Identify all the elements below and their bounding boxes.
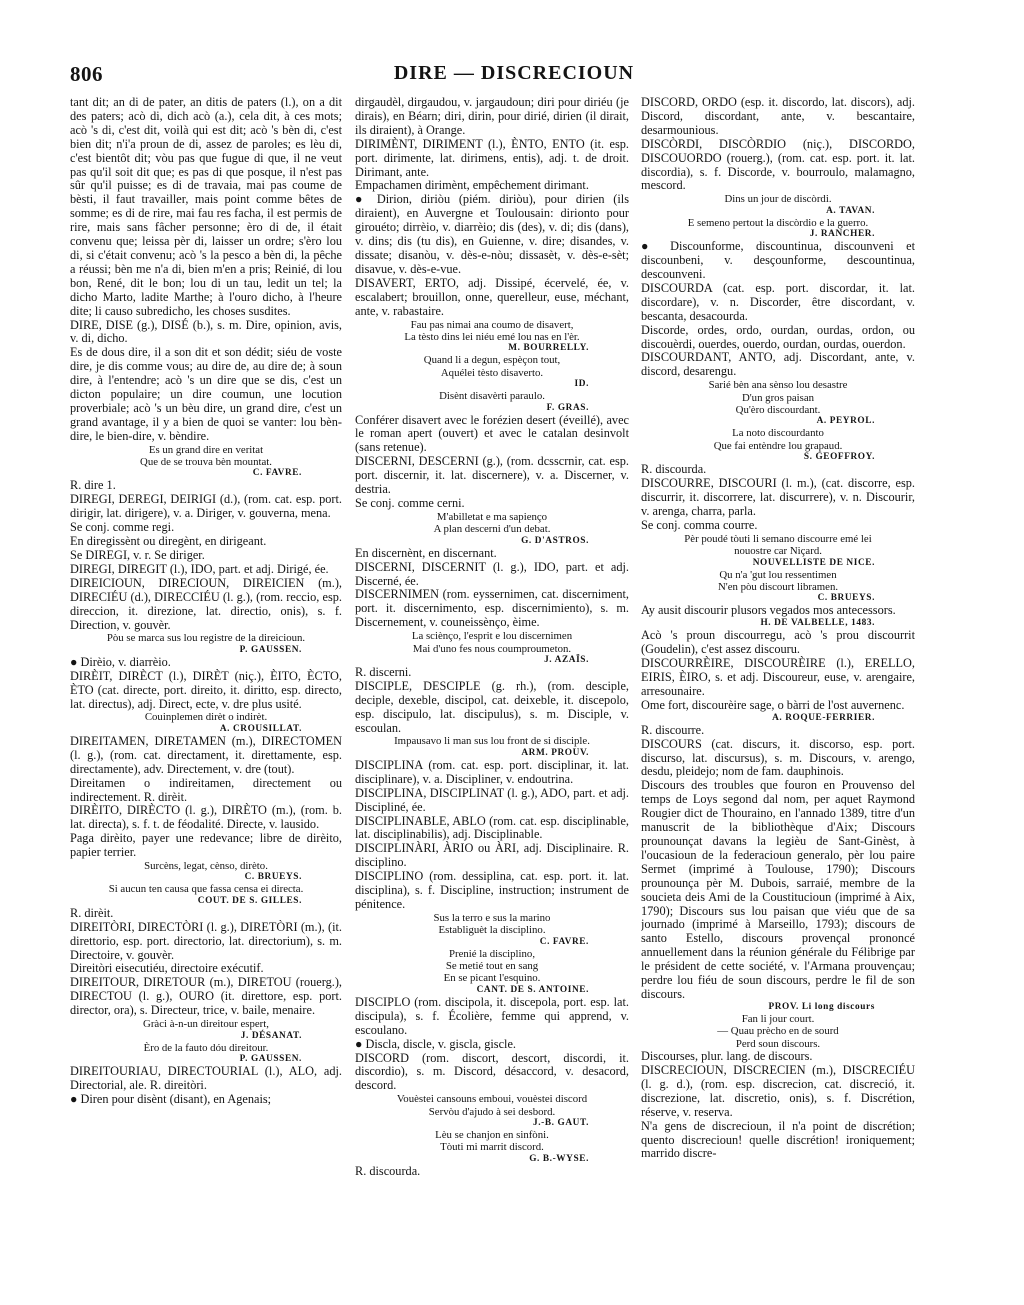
entry-paragraph: DISCIPLINABLE, ABLO (rom. cat. esp. disciplinable, lat. disciplinabilis), adj. Disciplinable. xyxy=(355,813,629,842)
verse-quote: Si aucun ten causa que fassa censa ei directa. xyxy=(108,883,304,896)
dictionary-column-2 xyxy=(355,96,629,1291)
quote-attribution: P. GAUSSEN. xyxy=(239,1053,302,1064)
verse-quote: La noto discourdanto xyxy=(732,427,824,440)
quote-attribution: A. TAVAN. xyxy=(826,205,875,216)
entry-paragraph: DISCOURRE, DISCOURI (l. m.), (cat. discorre, esp. discurrir, it. discorrere, lat. discurrere), v. n. Discourir, v. arenga, charra, parla. xyxy=(641,476,915,518)
entry-paragraph: R. discourda. xyxy=(355,1163,421,1178)
verse-quote: Sus la terro e sus la marino xyxy=(433,911,551,924)
entry-paragraph: ● Dirion, diriòu (piém. diriòu), pour dirien (ils diraient), en Auvergne et Toulousain: dirionto pour girouéto; dirrèio, v. diarrèio; dis (des), v. di; dis (dans), v. dins; dis (tu dis), en Guienne, v. dire; disandes, v. dissate; disanòu, v. dès-e-nòu; dissasèt, v. dès-e-sèt; disavue, v. dès-e-vue. xyxy=(355,192,629,276)
entry-paragraph: ● Discla, discle, v. giscla, giscle. xyxy=(355,1036,516,1051)
quote-attribution: A. PEYROL. xyxy=(816,416,875,427)
entry-paragraph: DIRÈITO, DIRÈCTO (l. g.), DIRÈTO (m.), (rom. b. lat. directa), s. f. t. de féodalité. Directe, v. lausido. xyxy=(70,803,342,832)
verse-quote: Gràci à-n-un direitour espert, xyxy=(143,1018,269,1031)
entry-paragraph: DISCOURDA (cat. esp. port. discordar, it. lat. discordare), v. n. Discorder, être discordant, v. bescanta, desacourda. xyxy=(641,280,915,323)
entry-paragraph: DISCIPLINA, DISCIPLINAT (l. g.), ADO, part. et adj. Discipliné, ée. xyxy=(355,785,629,814)
entry-paragraph: Se conj. comma courre. xyxy=(641,517,758,532)
verse-quote: La sciènço, l'esprit e lou discernimen xyxy=(411,630,573,643)
verse-quote: En se picant l'esquino. xyxy=(443,972,541,985)
entry-paragraph: En diregissènt ou diregènt, en dirigeant. xyxy=(70,534,267,549)
quote-attribution: C. BRUEYS. xyxy=(244,872,302,883)
verse-quote: Quand li a degun, espèçon tout, xyxy=(423,354,561,367)
entry-paragraph: Acò 's proun discourregu, acò 's prou discourrit (Goudelin), c'est assez discouru. xyxy=(641,628,915,657)
verse-quote: Disènt disavèrti paraulo. xyxy=(439,390,545,403)
quote-attribution: COUT. DE S. GILLES. xyxy=(197,895,302,906)
quote-attribution: H. DE VALBELLE, 1483. xyxy=(760,618,875,629)
entry-paragraph: DISCERNI, DISCERNIT (l. g.), IDO, part. et adj. Discerné, ée. xyxy=(355,559,629,588)
verse-quote: Pòu se marca sus lou registre de la direicioun. xyxy=(106,632,306,645)
verse-quote: M'abilletat e ma sapienço xyxy=(436,510,548,523)
verse-quote: Impausavo li man sus lou front de si disciple. xyxy=(394,735,590,748)
entry-paragraph: DISCIPLINA (rom. cat. esp. port. disciplinar, it. lat. disciplinare), v. a. Discipliner, v. endoutrina. xyxy=(355,757,629,786)
verse-quote: E semeno pertout la discòrdio e la guerro. xyxy=(687,216,869,229)
entry-paragraph: Se conj. comme regi. xyxy=(70,520,175,535)
entry-paragraph: ● Dirèio, v. diarrèio. xyxy=(70,654,171,669)
quote-attribution: G. B.-WYSE. xyxy=(529,1153,589,1164)
verse-quote: Fau pas nimai ana coumo de disavert, xyxy=(410,318,574,331)
entry-paragraph: DISCORD (rom. discort, descort, discordi, it. discordio), s. m. Discord, désaccord, v. desacord, descord. xyxy=(355,1050,629,1093)
entry-paragraph: DIRE, DISE (g.), DISÉ (b.), s. m. Dire, opinion, avis, v. di, dicho. xyxy=(70,317,342,346)
entry-paragraph: Ay ausit discourir plusors vegados mos antecessors. xyxy=(641,603,896,618)
verse-quote: Perd soun discours. xyxy=(735,1037,821,1050)
dictionary-column-3 xyxy=(641,96,915,1291)
verse-quote: La tèsto dins lei niéu emé lou nas en l'èr. xyxy=(404,330,580,343)
entry-paragraph: DISCÒRDI, DISCÒRDIO (niç.), DISCORDO, DISCOUORDO (rouerg.), (rom. cat. esp. port. it. lat. discordia), s. f. Discorde, v. bourroulo, malamagno, mescord. xyxy=(641,136,915,193)
entry-paragraph: DISCORD, ORDO (esp. it. discordo, lat. discors), adj. Discord, discordant, ante, v. bescantaire, desarmounious. xyxy=(641,96,915,137)
entry-paragraph: DIREITOURIAU, DIRECTOURIAL (l.), ALO, adj. Directorial, ale. R. direitòri. xyxy=(70,1063,342,1092)
entry-paragraph: Ome fort, discourèire sage, o bàrri de l'ost auvernenc. xyxy=(641,697,905,712)
entry-paragraph: DISCIPLINO (rom. dessiplina, cat. esp. port. it. lat. disciplina), s. f. Discipline, instruction; instrument de pénitence. xyxy=(355,869,629,911)
entry-paragraph: DIREITOUR, DIRETOUR (m.), DIRETOU (rouerg.), DIRECTOU (l. g.), OURO (it. direttore, esp. port. director, ora), s. Directeur, trice, v. baile, menaire. xyxy=(70,975,342,1018)
entry-paragraph: tant dit; an di de pater, an ditis de paters (l.), on a dit des paters; acò di, dich acò (a.), cela dit, à ces mots; acò 's di, c'est dit, voilà qui est dit; acò 's bèn di, c'est bien dit; n'i'a proun de di, assez de paroles; es lèu di, c'est bientôt dit; vòu pas que fugue di que, il ne veut pas qu'il soit dit que; es pas di que posque, il n'est pas sûr qu'il puisse; es di de travaia, mai pas coume de bèsti, il faut travailler, mais point comme bêtes de somme; es di de rire, mai fau res facha, il est permis de rire, mais sans fâcher personne; èro di de, il était convenu que; leissa pèr di, laisser un ordre; s'èro lou di, si c'était convenu; acò 's la pesco a bèn di, la pêche a réussi; bèn me n'a di, bien m'en a pris; Reinié, di lou bon, René, dit le bon; lou di un tau, ledit un tel; la dicho Marto, ladite Marthe; à l'ouro dicho, à l'heure dite; li causo subredicho, les choses susdites. xyxy=(70,96,342,318)
quote-attribution: G. D'ASTROS. xyxy=(521,535,589,546)
verse-quote: Dins un jour de discòrdi. xyxy=(724,193,832,206)
verse-quote: Tòuti mi marrit discord. xyxy=(440,1141,544,1154)
verse-quote: Servòu d'ajudo à sei desbord. xyxy=(428,1105,556,1118)
quote-attribution: ARM. PROUV. xyxy=(521,747,589,758)
running-header xyxy=(70,60,958,94)
quote-attribution: J. AZAÏS. xyxy=(544,654,589,665)
quote-attribution: J.-B. GAUT. xyxy=(532,1118,589,1129)
quote-attribution: NOUVELLISTE DE NICE. xyxy=(752,557,875,568)
entry-paragraph: DIRÈIT, DIRÈCT (l.), DIRÈT (niç.), ÈITO, ÈCTO, ÈTO (cat. directe, port. direito, it. diritto, esp. directo, lat. directus), adj. Direct, ecte, v. dre plus usité. xyxy=(70,668,342,711)
quote-attribution: C. FAVRE. xyxy=(252,468,302,479)
entry-paragraph: ● Discounforme, discountinua, discounveni et discounbeni, v. desçounforme, descountinua, descounveni. xyxy=(641,239,915,281)
entry-paragraph: DISCERNI, DESCERNI (g.), (rom. dcsscrnir, cat. esp. port. discernir, it. lat. discernere), v. a. Discerner, v. destria. xyxy=(355,454,629,497)
entry-paragraph: Conférer disavert avec le forézien desert (éveillé), avec le roman apert (ouvert) et avec le catalan desinvolt (sans retenue). xyxy=(355,412,629,455)
verse-quote: Prenié la disciplino, xyxy=(448,947,536,960)
verse-quote: Que de se trouva bèn mountat. xyxy=(140,456,272,469)
quote-attribution: A. CROUSILLAT. xyxy=(219,723,302,734)
verse-quote: D'un gros paisan xyxy=(741,391,815,404)
verse-quote: Establiguèt la disciplino. xyxy=(438,924,546,937)
entry-paragraph: Se DIREGI, v. r. Se diriger. xyxy=(70,548,205,562)
entry-paragraph: Se conj. comme cerni. xyxy=(355,495,465,510)
entry-paragraph: DISCOURS (cat. discurs, it. discorso, esp. port. discurso, lat. discursus), s. m. Discours, v. arengo, desdu, pleidejo; nom de fam. dauphinois. xyxy=(641,736,915,779)
entry-paragraph: DIREICIOUN, DIRECIOUN, DIREICIEN (m.), DIRECIÉU (d.), DIRECCIÉU (l. g.), (rom. reccio, esp. direccion, it. direzione, lat. directio, onis), s. f. Direction, v. gouvèr. xyxy=(70,575,342,632)
verse-quote: Surcèns, legat, cènso, dirèto. xyxy=(144,860,268,873)
entry-paragraph: DISCRECIOUN, DISCRECIEN (m.), DISCRECIÉU (l. g. d.), (rom. esp. discrecion, cat. discreció, it. discrezione, lat. discretio, onis), s. f. Discrétion, réserve, v. reserva. xyxy=(641,1063,915,1119)
entry-paragraph: ● Diren pour disènt (disant), en Agenais; xyxy=(70,1091,272,1106)
verse-quote: Couinplemen dirèt o indirèt. xyxy=(144,711,268,724)
entry-paragraph: DIREITÒRI, DIRECTÒRI (l. g.), DIRETÒRI (m.), (it. direttorio, esp. port. directorio, lat. directorium), s. m. Directoire, v. gouvèr. xyxy=(70,919,342,962)
verse-quote: Fan li jour court. xyxy=(741,1012,815,1025)
running-head-title: DIRE — DISCRECIOUN xyxy=(393,62,635,84)
quote-attribution: F. GRAS. xyxy=(546,402,589,413)
verse-quote: Es un grand dire en veritat xyxy=(148,443,264,456)
verse-quote: N'en pòu discourt libramen. xyxy=(717,581,839,593)
entry-paragraph: N'a gens de discrecioun, il n'a point de discrétion; quento discrecioun! quelle discrétion! ironiquement; marrido discre- xyxy=(641,1118,915,1161)
verse-quote: Lèu se chanjon en sinfòni. xyxy=(435,1129,549,1142)
entry-paragraph: Empachamen dirimènt, empêchement dirimant. xyxy=(355,178,589,193)
verse-quote: Pèr poudé tòuti li semano discourre emé lei xyxy=(684,532,872,545)
entry-paragraph: R. dirèit. xyxy=(70,905,114,920)
entry-paragraph: R. dire 1. xyxy=(70,478,116,493)
entry-paragraph: Direitamen o indireitamen, directement ou indirectement. R. dirèit. xyxy=(70,775,342,804)
verse-quote: Mai d'uno fes nous coumproumeton. xyxy=(412,642,572,655)
quote-attribution: C. BRUEYS. xyxy=(817,593,875,604)
quote-attribution: PROV. Li long discours xyxy=(768,1001,875,1012)
dictionary-column-1 xyxy=(70,96,342,1291)
entry-paragraph: R. discourre. xyxy=(641,722,705,737)
verse-quote: Vouèstei cansouns emboui, vouèstei discord xyxy=(396,1093,588,1106)
entry-paragraph: DISCERNIMEN (rom. eyssernimen, cat. discerniment, port. it. discernimento, esp. discernimiento), s. m. Discernement, v. couneissènço, èime. xyxy=(355,587,629,630)
verse-quote: Èro de la fauto dóu direitour. xyxy=(143,1041,269,1054)
verse-quote: A plan descerni d'un debat. xyxy=(433,523,551,536)
entry-paragraph: En discernènt, en discernant. xyxy=(355,545,497,560)
entry-paragraph: DISCIPLO (rom. discipola, it. discepola, port. esp. lat. discipula), s. f. Écolière, femme qui apprend, v. escoulano. xyxy=(355,994,629,1037)
quote-attribution: ID. xyxy=(574,379,589,390)
quote-attribution: CANT. DE S. ANTOINE. xyxy=(476,984,589,995)
entry-paragraph: Discourses, plur. lang. de discours. xyxy=(641,1049,813,1064)
quote-attribution: C. FAVRE. xyxy=(539,936,589,947)
verse-quote: — Quau prècho en de sourd xyxy=(717,1025,839,1038)
entry-paragraph: DISCIPLE, DESCIPLE (g. rh.), (rom. desciple, deciple, dexeble, discipol, cat. deixeble, it. discepolo, esp. discipulo, lat. discipulus), s. m. Disciple, v. escoulan. xyxy=(355,678,629,735)
entry-paragraph: R. discourda. xyxy=(641,462,707,477)
page-number: 806 xyxy=(70,62,103,86)
entry-paragraph: DISCIPLINÀRI, ÀRIO ou ÀRI, adj. Disciplinaire. R. disciplino. xyxy=(355,841,629,870)
entry-paragraph: Discorde, ordes, ordo, ourdan, ourdas, ordon, ou discouèrdi, ouerdes, ouerdo, ourdan, ourdas, ouerdon. xyxy=(641,322,915,351)
quote-attribution: S. GEOFFROY. xyxy=(803,452,875,463)
quote-attribution: J. RANCHER. xyxy=(809,229,875,240)
verse-quote: Que fai entèndre lou grapaud. xyxy=(713,439,843,452)
entry-paragraph: DIRIMÈNT, DIRIMENT (l.), ÈNTO, ENTO (it. esp. port. dirimente, lat. dirimens, entis), adj. t. de droit. Dirimant, ante. xyxy=(355,136,629,179)
entry-paragraph: DIREGI, DEREGI, DEIRIGI (d.), (rom. cat. esp. port. dirigir, lat. dirigere), v. a. Diriger, v. gouverna, mena. xyxy=(70,492,342,521)
entry-paragraph: Es de dous dire, il a son dit et son dédit; siéu de voste dire, je dis comme vous; au dire de, au dire de; à soun dire, à l'entendre; acò 's un dire que se dis, c'est un dicton populaire; un dire coumun, une locution proverbiale; acò 's un bèu dire, un grand dire, c'est un grand avantage, il y a bien de quoi se vanter: lou bèn-dire, le bien-dire, v. bèndire. xyxy=(70,345,342,443)
entry-paragraph: DISCOURRÈIRE, DISCOURÈIRE (l.), ERELLO, EIRIS, ÈIRO, s. et adj. Discoureur, euse, v. arengaire, arresounaire. xyxy=(641,656,915,698)
quote-attribution: P. GAUSSEN. xyxy=(239,644,302,655)
verse-quote: Qu n'a 'gut lou ressentimen xyxy=(719,568,837,581)
entry-paragraph: DIREITAMEN, DIRETAMEN (m.), DIRECTOMEN (l. g.), (rom. cat. directament, it. direttamente, esp. directamente), adv. Directement, v. dre (tout). xyxy=(70,733,342,776)
verse-quote: Se metié tout en sang xyxy=(445,960,539,973)
quote-attribution: J. DÉSANAT. xyxy=(240,1030,302,1041)
quote-attribution: A. ROQUE-FERRIER. xyxy=(772,712,875,723)
verse-quote: Sarié bèn ana sènso lou desastre xyxy=(708,379,848,392)
entry-paragraph: Discours des troubles que fouron en Prouvenso del temps de Loys segond dal nom, per aquet Raymond Rougier dict de Thouraino, en l'annado 1389, titre d'un manuscrit de la bibliothèque d'Aix; Discours prounounçat davans la legièu de Sant-Ginèst, à l'oucasioun de la federacioun generalo, pèr lou paire Sermet (imprimé à Toulouse, 1790); Discours prounounça pèr M. Dubois, sarraié, membre de la soucieta deis Ami de la Coustitucioun (imprimé à Aix, 1790); Discours sus lou paisan que viéu que de sa journado (imprimé à Marseillo, 1793); discours de santo Estello, discours provençal prononcé annuellement dans la réunion générale du Félibrige par le président de cette société, v. l'Armana prouvençau; perdre lou fiéu de soun discours, perdre le fil de son discours. xyxy=(641,778,915,1001)
entry-paragraph: dirgaudèl, dirgaudou, v. jargaudoun; diri pour diriéu (je dirais), en Béarn; diri, dirin, pour dirié, dirien (il dirait, ils diraient), à Orange. xyxy=(355,96,629,137)
entry-paragraph: DIREGI, DIREGIT (l.), IDO, part. et adj. Dirigé, ée. xyxy=(70,561,329,576)
entry-paragraph: Paga dirèito, payer une redevance; libre de dirèito, papier terrier. xyxy=(70,831,342,860)
verse-quote: Aquélei tèsto disaverto. xyxy=(440,366,544,379)
verse-quote: nouostre car Niçard. xyxy=(734,545,822,558)
entry-paragraph: Direitòri eisecutiéu, directoire exécutif. xyxy=(70,961,264,976)
quote-attribution: M. BOURRELLY. xyxy=(508,343,589,354)
entry-paragraph: R. discerni. xyxy=(355,664,412,679)
entry-paragraph: DISAVERT, ERTO, adj. Dissipé, écervelé, ée, v. escalabert; brouillon, onne, querelleur, euse, méchant, ante, v. rabastaire. xyxy=(355,275,629,318)
verse-quote: Qu'èro discourdant. xyxy=(735,404,821,417)
entry-paragraph: DISCOURDANT, ANTO, adj. Discordant, ante, v. discord, desarengu. xyxy=(641,350,915,379)
